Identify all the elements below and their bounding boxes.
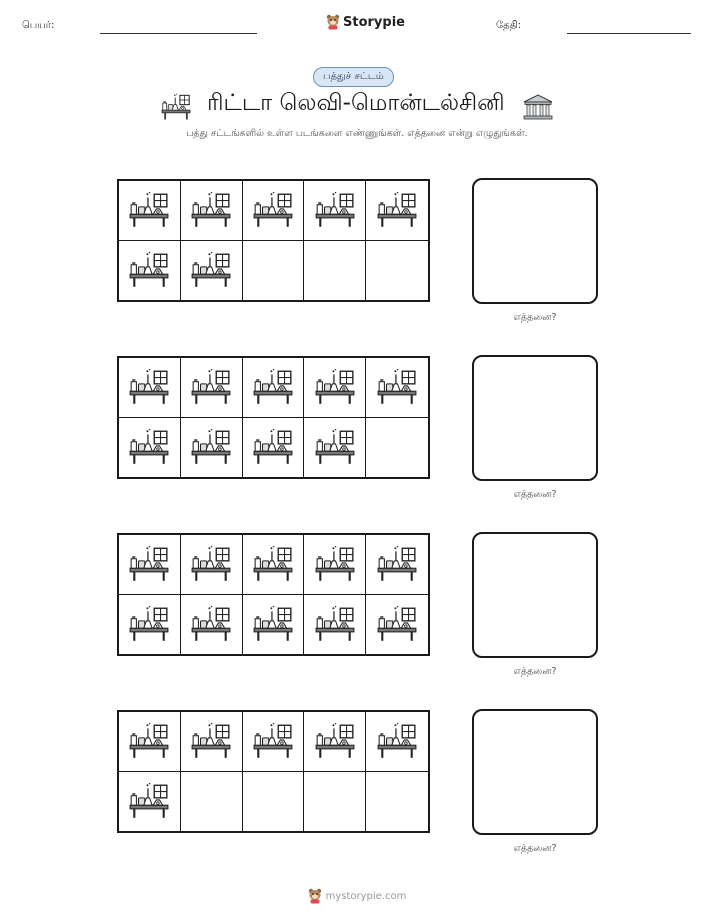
frame-cell bbox=[119, 418, 181, 478]
lab-desk-icon bbox=[376, 722, 418, 760]
date-label: தேதி: bbox=[496, 20, 522, 31]
frame-cell bbox=[119, 535, 181, 595]
answer-box-4[interactable] bbox=[472, 709, 598, 835]
lab-desk-icon bbox=[252, 722, 294, 760]
question-label-4: எத்தனை? bbox=[513, 843, 557, 854]
name-field-line[interactable] bbox=[100, 33, 257, 34]
lab-desk-icon bbox=[128, 428, 170, 466]
frame-cell bbox=[304, 595, 366, 655]
frame-cell bbox=[243, 418, 305, 478]
frame-cell bbox=[119, 772, 181, 832]
brand-logo bbox=[326, 14, 405, 30]
lab-desk-icon bbox=[252, 545, 294, 583]
question-label-3: எத்தனை? bbox=[513, 666, 557, 677]
lab-desk-icon bbox=[314, 368, 356, 406]
question-label-2: எத்தனை? bbox=[513, 489, 557, 500]
storypie-mascot-icon bbox=[326, 14, 340, 30]
frame-cell bbox=[181, 772, 243, 832]
lab-desk-icon bbox=[128, 605, 170, 643]
lab-desk-icon bbox=[190, 368, 232, 406]
lab-desk-icon bbox=[128, 782, 170, 820]
frame-cell bbox=[119, 358, 181, 418]
lab-desk-icon bbox=[252, 605, 294, 643]
lab-desk-icon bbox=[190, 191, 232, 229]
instructions: பத்து சட்டங்களில் உள்ள படங்களை எண்ணுங்கள். எத்தனை என்று எழுதுங்கள். bbox=[186, 128, 528, 139]
museum-building-icon bbox=[522, 93, 554, 125]
footer-site: mystorypie.com bbox=[325, 890, 407, 902]
frame-cell bbox=[243, 772, 305, 832]
frame-cell bbox=[304, 418, 366, 478]
frame-cell bbox=[243, 595, 305, 655]
frame-cell bbox=[366, 181, 428, 241]
frame-cell bbox=[366, 241, 428, 301]
storypie-mascot-icon bbox=[308, 888, 322, 904]
frame-cell bbox=[181, 595, 243, 655]
lab-desk-icon bbox=[376, 191, 418, 229]
ten-frame-4 bbox=[117, 710, 430, 833]
frame-cell bbox=[181, 181, 243, 241]
frame-cell bbox=[366, 358, 428, 418]
lab-desk-icon bbox=[128, 191, 170, 229]
lab-desk-icon bbox=[190, 545, 232, 583]
lab-desk-icon bbox=[128, 545, 170, 583]
lab-desk-icon bbox=[128, 722, 170, 760]
frame-cell bbox=[366, 595, 428, 655]
lab-desk-icon bbox=[190, 605, 232, 643]
answer-box-2[interactable] bbox=[472, 355, 598, 481]
lab-desk-icon bbox=[128, 368, 170, 406]
ten-frame-3 bbox=[117, 533, 430, 656]
lab-desk-icon bbox=[252, 368, 294, 406]
frame-cell bbox=[304, 535, 366, 595]
frame-cell bbox=[119, 241, 181, 301]
lab-desk-icon bbox=[314, 191, 356, 229]
lab-desk-icon bbox=[376, 605, 418, 643]
frame-cell bbox=[119, 712, 181, 772]
date-field-line[interactable] bbox=[567, 33, 691, 34]
frame-cell bbox=[304, 358, 366, 418]
frame-cell bbox=[366, 712, 428, 772]
lab-desk-icon bbox=[376, 368, 418, 406]
frame-cell bbox=[181, 418, 243, 478]
frame-cell bbox=[243, 358, 305, 418]
lab-desk-icon bbox=[252, 428, 294, 466]
frame-cell bbox=[181, 535, 243, 595]
lab-desk-icon bbox=[190, 251, 232, 289]
lab-desk-icon bbox=[314, 722, 356, 760]
frame-cell bbox=[304, 241, 366, 301]
frame-cell bbox=[243, 241, 305, 301]
answer-box-3[interactable] bbox=[472, 532, 598, 658]
footer bbox=[0, 888, 714, 904]
frame-cell bbox=[304, 772, 366, 832]
frame-cell bbox=[181, 358, 243, 418]
frame-cell bbox=[304, 181, 366, 241]
frame-cell bbox=[243, 181, 305, 241]
frame-cell bbox=[243, 535, 305, 595]
lab-desk-icon bbox=[190, 428, 232, 466]
lab-desk-icon bbox=[376, 545, 418, 583]
name-label: பெயர்: bbox=[22, 20, 55, 31]
worksheet-type-badge: பத்துச் சட்டம் bbox=[313, 67, 394, 87]
lab-desk-icon bbox=[190, 722, 232, 760]
frame-cell bbox=[181, 241, 243, 301]
frame-cell bbox=[366, 772, 428, 832]
lab-desk-icon bbox=[314, 545, 356, 583]
frame-cell bbox=[243, 712, 305, 772]
lab-desk-icon bbox=[128, 251, 170, 289]
frame-cell bbox=[304, 712, 366, 772]
answer-box-1[interactable] bbox=[472, 178, 598, 304]
frame-cell bbox=[366, 535, 428, 595]
frame-cell bbox=[181, 712, 243, 772]
ten-frame-1 bbox=[117, 179, 430, 302]
lab-desk-icon bbox=[160, 93, 192, 125]
frame-cell bbox=[119, 181, 181, 241]
brand-name: Storypie bbox=[343, 14, 405, 30]
lab-desk-icon bbox=[252, 191, 294, 229]
frame-cell bbox=[366, 418, 428, 478]
lab-desk-icon bbox=[314, 605, 356, 643]
lab-desk-icon bbox=[314, 428, 356, 466]
question-label-1: எத்தனை? bbox=[513, 312, 557, 323]
frame-cell bbox=[119, 595, 181, 655]
ten-frame-2 bbox=[117, 356, 430, 479]
page-title: ரிட்டா லெவி-மொன்டல்சினி bbox=[207, 90, 505, 116]
